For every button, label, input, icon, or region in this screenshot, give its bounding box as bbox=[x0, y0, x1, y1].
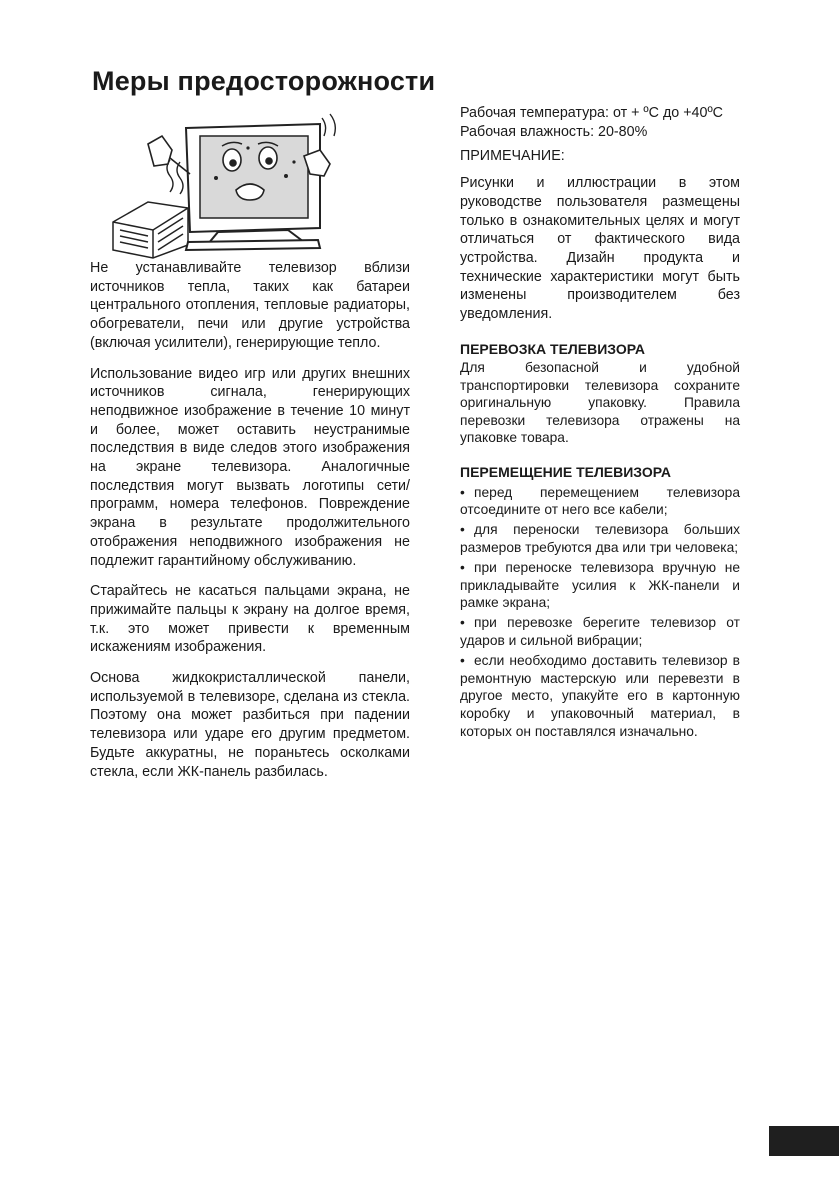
scared-tv-near-heater-icon bbox=[108, 110, 358, 260]
left-column bbox=[90, 259, 410, 793]
bullet-icon: • bbox=[460, 484, 465, 500]
transport-heading: ПЕРЕВОЗКА ТЕЛЕВИЗОРА bbox=[460, 340, 645, 357]
list-item: • для переноски телевизора больших размеров требуются два или три человека; bbox=[460, 522, 740, 556]
page-tab-marker bbox=[769, 1126, 839, 1156]
bullet-icon: • bbox=[460, 559, 465, 575]
list-item: • перед перемещением телевизора отсоедините от него все кабели; bbox=[460, 484, 740, 518]
list-item: • при перевозке берегите телевизор от ударов и сильной вибрации; bbox=[460, 615, 740, 649]
moving-list bbox=[460, 484, 740, 741]
page-title: Меры предосторожности bbox=[92, 66, 436, 96]
heat-warning-paragraph: Не устанавливайте телевизор вблизи источников тепла, таких как батареи центрального отопления, тепловые радиаторы, обогреватели, печи или другие устройства (включая усилители), генерирующие тепло. bbox=[90, 260, 410, 351]
note-text: Рисунки и иллюстрации в этом руководстве пользователя размещены только в ознакомительных целях и могут отличаться от фактического вида устройства. Дизайн продукта и технические характеристики могут быть изменены производителем без уведомления. bbox=[460, 175, 740, 323]
bullet-icon: • bbox=[460, 652, 465, 668]
moving-heading: ПЕРЕМЕЩЕНИЕ ТЕЛЕВИЗОРА bbox=[460, 463, 671, 480]
bullet-icon: • bbox=[460, 522, 465, 538]
transport-text: Для безопасной и удобной транспортировки телевизора сохраните оригинальную упаковку. Правила перевозки телевизора отражены на упаковке товара. bbox=[460, 360, 740, 446]
note-label: ПРИМЕЧАНИЕ: bbox=[460, 148, 565, 165]
static-image-warning-paragraph: Использование видео игр или других внешних источников сигнала, генерирующих неподвижное изображение в течение 10 минут и более, может оставить неустранимые последствия в виде следов этого изображения на экране телевизора. Аналогичные последствия могут вызвать логотипы сети/программ, номера телефонов. Повреждение экрана в результате продолжительного отображения неподвижного изображения не подлежит гарантийному обслуживанию. bbox=[90, 365, 410, 569]
operating-humidity: Рабочая влажность: 20-80% bbox=[460, 123, 648, 140]
glass-panel-warning-paragraph: Основа жидкокристаллической панели, используемой в телевизоре, сделана из стекла. Поэтому она может разбиться при падении телевизора или ударе его другим предметом. Будьте аккуратны, не пораньтесь осколками стекла, если ЖК-панель разбилась. bbox=[90, 670, 410, 780]
list-item: • если необходимо доставить телевизор в ремонтную мастерскую или перевезти в другое место, упакуйте его в картонную коробку и упаковочный материал, в которых он поставлялся изначально. bbox=[460, 652, 740, 739]
touch-screen-warning-paragraph: Старайтесь не касаться пальцами экрана, не прижимайте пальцы к экрану на долгое время, т.к. это может привести к временным искажениям изображения. bbox=[90, 583, 410, 656]
bullet-icon: • bbox=[460, 615, 465, 631]
operating-temperature: Рабочая температура: от + ºС до +40ºС bbox=[460, 105, 724, 121]
right-column bbox=[460, 104, 740, 743]
list-item: • при переноске телевизора вручную не прикладывайте усилия к ЖК-панели и рамке экрана; bbox=[460, 559, 740, 611]
